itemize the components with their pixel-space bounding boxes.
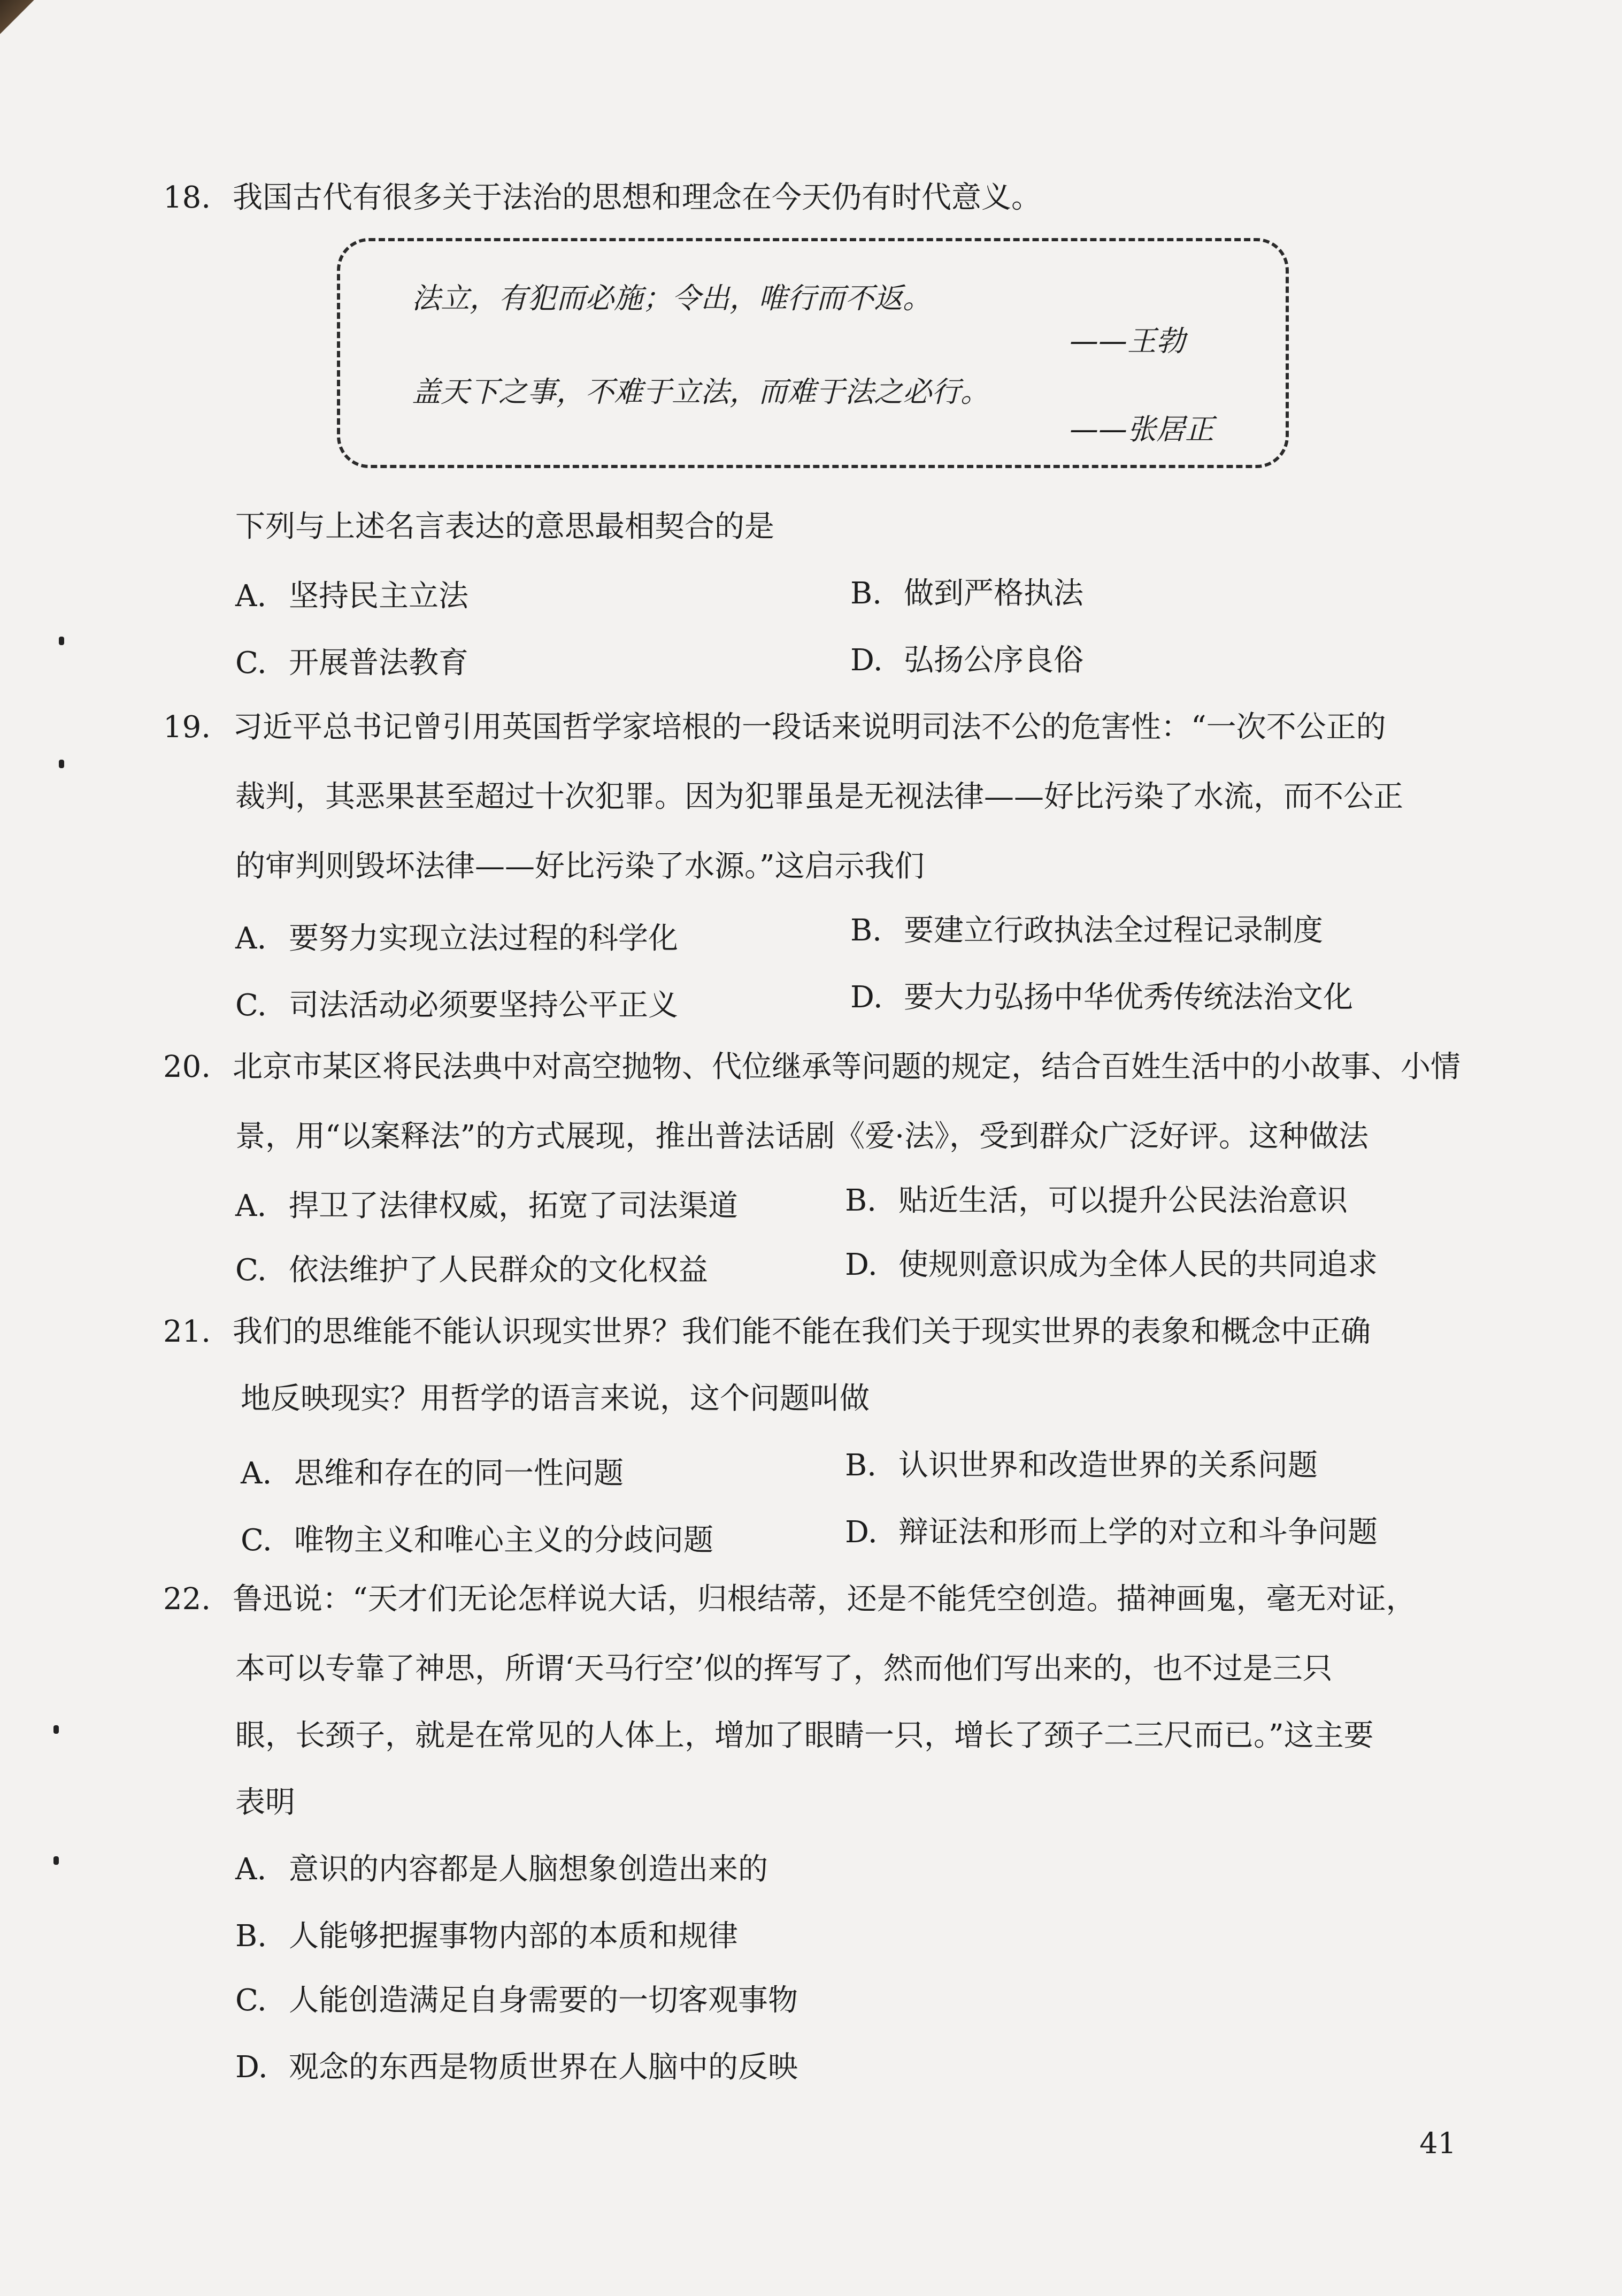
scan-mark <box>59 637 64 645</box>
option-c[interactable]: C. 司法活动必须要坚持公平正义 <box>235 988 678 1023</box>
question-20-stem: 20. 北京市某区将民法典中对高空抛物、代位继承等问题的规定，结合百姓生活中的小故事、小情 <box>163 1046 1460 1089</box>
option-b[interactable]: B. 人能够把握事物内部的本质和规律 <box>235 1919 738 1954</box>
option-c[interactable]: C. 开展普法教育 <box>235 646 468 680</box>
question-19-stem: 19. 习近平总书记曾引用英国哲学家培根的一段话来说明司法不公的危害性：“一次不公正的 <box>163 706 1386 749</box>
question-prompt: 下列与上述名言表达的意思最相契合的是 <box>235 509 774 544</box>
question-line: 景，用“以案释法”的方式展现，推出普法话剧《爱·法》，受到群众广泛好评。这种做法 <box>235 1119 1369 1154</box>
option-a[interactable]: A. 捍卫了法律权威，拓宽了司法渠道 <box>235 1189 738 1223</box>
question-number: 18. <box>163 180 211 215</box>
question-line: 的审判则毁坏法律——好比污染了水源。”这启示我们 <box>235 849 925 884</box>
question-18-stem: 18. 我国古代有很多关于法治的思想和理念在今天仍有时代意义。 <box>163 177 1041 219</box>
question-line: 表明 <box>235 1785 295 1820</box>
scan-mark <box>59 760 64 768</box>
option-d[interactable]: D. 使规则意识成为全体人民的共同追求 <box>845 1248 1378 1282</box>
question-line: 裁判，其恶果甚至超过十次犯罪。因为犯罪虽是无视法律——好比污染了水流，而不公正 <box>235 779 1403 814</box>
question-line: 地反映现实？用哲学的语言来说，这个问题叫做 <box>241 1381 870 1416</box>
option-a[interactable]: A. 思维和存在的同一性问题 <box>241 1456 624 1491</box>
option-c[interactable]: C. 人能创造满足自身需要的一切客观事物 <box>235 1983 798 2018</box>
option-a[interactable]: A. 意识的内容都是人脑想象创造出来的 <box>235 1852 768 1887</box>
page-number: 41 <box>1419 2126 1456 2160</box>
option-c[interactable]: C. 唯物主义和唯心主义的分歧问题 <box>241 1523 713 1558</box>
scan-mark <box>53 1725 59 1734</box>
option-b[interactable]: B. 认识世界和改造世界的关系问题 <box>845 1448 1318 1483</box>
question-22-stem: 22. 鲁迅说：“天才们无论怎样说大话，归根结蒂，还是不能凭空创造。描神画鬼，毫无对证， <box>163 1578 1416 1621</box>
option-d[interactable]: D. 辩证法和形而上学的对立和斗争问题 <box>845 1515 1378 1550</box>
question-line: 眼，长颈子，就是在常见的人体上，增加了眼睛一只，增长了颈子二三尺而已。”这主要 <box>235 1718 1374 1753</box>
option-b[interactable]: B. 贴近生活，可以提升公民法治意识 <box>845 1183 1348 1218</box>
option-c[interactable]: C. 依法维护了人民群众的文化权益 <box>235 1253 708 1288</box>
question-number: 22. <box>163 1582 211 1617</box>
option-b[interactable]: B. 要建立行政执法全过程记录制度 <box>850 913 1323 948</box>
page-corner-shadow <box>0 0 37 37</box>
question-number: 19. <box>163 710 211 745</box>
option-a[interactable]: A. 要努力实现立法过程的科学化 <box>235 921 678 956</box>
option-d[interactable]: D. 弘扬公序良俗 <box>850 643 1083 678</box>
option-b[interactable]: B. 做到严格执法 <box>850 576 1083 611</box>
option-d[interactable]: D. 观念的东西是物质世界在人脑中的反映 <box>235 2050 798 2085</box>
quote-text: 盖天下之事，不难于立法，而难于法之必行。 <box>412 375 989 409</box>
quote-author: ——王勃 <box>1070 324 1185 358</box>
question-21-stem: 21. 我们的思维能不能认识现实世界？我们能不能在我们关于现实世界的表象和概念中正确 <box>163 1311 1371 1353</box>
scan-mark <box>53 1856 59 1865</box>
option-a[interactable]: A. 坚持民主立法 <box>235 579 468 614</box>
question-line: 本可以专靠了神思，所谓‘天马行空’似的挥写了，然而他们写出来的，也不过是三只 <box>235 1651 1333 1686</box>
quote-text: 法立，有犯而必施；令出，唯行而不返。 <box>412 281 932 315</box>
question-number: 21. <box>163 1314 211 1349</box>
quote-author: ——张居正 <box>1070 412 1214 446</box>
question-number: 20. <box>163 1050 211 1084</box>
option-d[interactable]: D. 要大力弘扬中华优秀传统法治文化 <box>850 980 1353 1015</box>
